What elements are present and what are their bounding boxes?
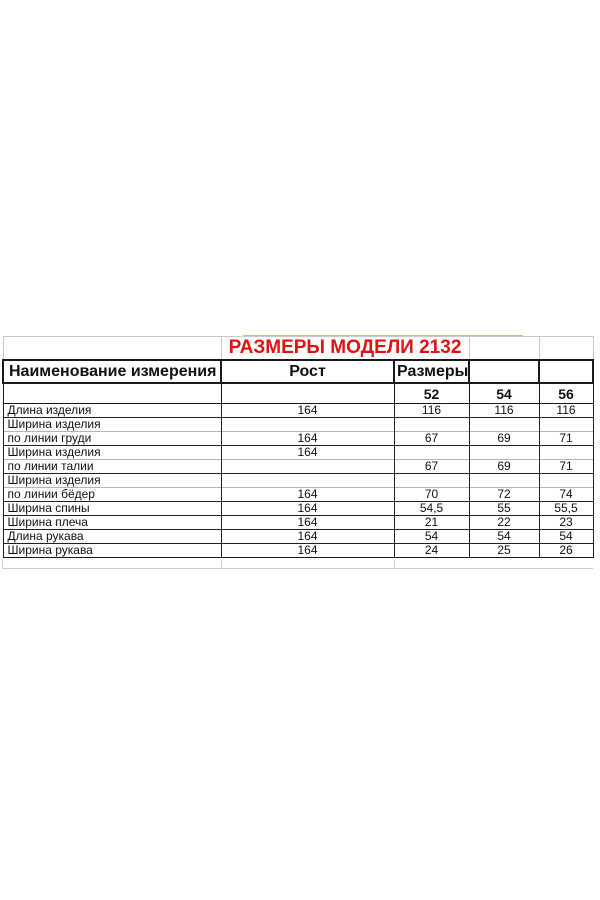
empty-cell	[3, 337, 221, 361]
value-54: 22	[469, 516, 539, 530]
measure-label: Ширина изделия	[3, 446, 221, 460]
value-54: 25	[469, 544, 539, 558]
header-row	[3, 360, 593, 383]
measure-label: по линии талии	[3, 460, 221, 474]
value-54: 72	[469, 488, 539, 502]
value-52: 21	[394, 516, 469, 530]
rost-value	[221, 418, 394, 432]
empty-cell	[3, 383, 221, 404]
table-row	[3, 418, 593, 432]
value-54	[469, 474, 539, 488]
table-row	[3, 530, 593, 544]
empty-cell	[221, 383, 394, 404]
value-52: 54,5	[394, 502, 469, 516]
empty-cell	[539, 360, 593, 383]
value-54: 55	[469, 502, 539, 516]
value-54: 116	[469, 404, 539, 418]
table-row	[3, 446, 593, 460]
value-54	[469, 446, 539, 460]
measure-label: Ширина плеча	[3, 516, 221, 530]
table-row	[3, 516, 593, 530]
value-56	[539, 474, 593, 488]
value-54: 54	[469, 530, 539, 544]
value-56: 71	[539, 460, 593, 474]
value-56: 23	[539, 516, 593, 530]
value-54: 69	[469, 432, 539, 446]
value-52	[394, 474, 469, 488]
rost-value: 164	[221, 404, 394, 418]
value-52: 116	[394, 404, 469, 418]
value-54	[469, 418, 539, 432]
value-56: 55,5	[539, 502, 593, 516]
rost-value: 164	[221, 432, 394, 446]
rost-value	[221, 474, 394, 488]
measure-label: Длина рукава	[3, 530, 221, 544]
rost-value: 164	[221, 530, 394, 544]
table-row	[3, 544, 593, 558]
value-52: 67	[394, 432, 469, 446]
rost-value	[221, 460, 394, 474]
title-row	[3, 337, 593, 361]
value-56: 116	[539, 404, 593, 418]
empty-cell	[469, 360, 539, 383]
rost-value: 164	[221, 544, 394, 558]
table-row	[3, 488, 593, 502]
measure-label: Ширина рукава	[3, 544, 221, 558]
value-56: 54	[539, 530, 593, 544]
value-56: 26	[539, 544, 593, 558]
value-56	[539, 446, 593, 460]
value-52	[394, 418, 469, 432]
table-row	[3, 460, 593, 474]
value-52: 70	[394, 488, 469, 502]
grid-stub	[221, 560, 222, 568]
empty-cell	[539, 337, 593, 361]
column-header-razmery: Размеры	[394, 360, 469, 383]
grid-stub	[394, 560, 395, 568]
value-52: 67	[394, 460, 469, 474]
measure-label: по линии груди	[3, 432, 221, 446]
partial-next-row-artifact	[2, 560, 593, 569]
page-title: РАЗМЕРЫ МОДЕЛИ 2132	[221, 337, 469, 361]
value-52: 54	[394, 530, 469, 544]
rost-value: 164	[221, 488, 394, 502]
measure-label: Ширина изделия	[3, 418, 221, 432]
value-56	[539, 418, 593, 432]
table-row	[3, 502, 593, 516]
sizes-row	[3, 383, 593, 404]
value-52	[394, 446, 469, 460]
table-row	[3, 474, 593, 488]
value-54: 69	[469, 460, 539, 474]
size-52-header: 52	[394, 383, 469, 404]
value-56: 71	[539, 432, 593, 446]
empty-cell	[469, 337, 539, 361]
rost-value: 164	[221, 502, 394, 516]
size-54-header: 54	[469, 383, 539, 404]
measure-label: Ширина изделия	[3, 474, 221, 488]
measure-label: Длина изделия	[3, 404, 221, 418]
measure-label: Ширина спины	[3, 502, 221, 516]
column-header-name: Наименование измерения	[3, 360, 221, 383]
table-row	[3, 432, 593, 446]
rost-value: 164	[221, 446, 394, 460]
column-header-rost: Рост	[221, 360, 394, 383]
rost-value: 164	[221, 516, 394, 530]
measure-label: по линии бёдер	[3, 488, 221, 502]
value-56: 74	[539, 488, 593, 502]
table-row	[3, 404, 593, 418]
size-56-header: 56	[539, 383, 593, 404]
value-52: 24	[394, 544, 469, 558]
size-chart-table	[2, 336, 594, 558]
